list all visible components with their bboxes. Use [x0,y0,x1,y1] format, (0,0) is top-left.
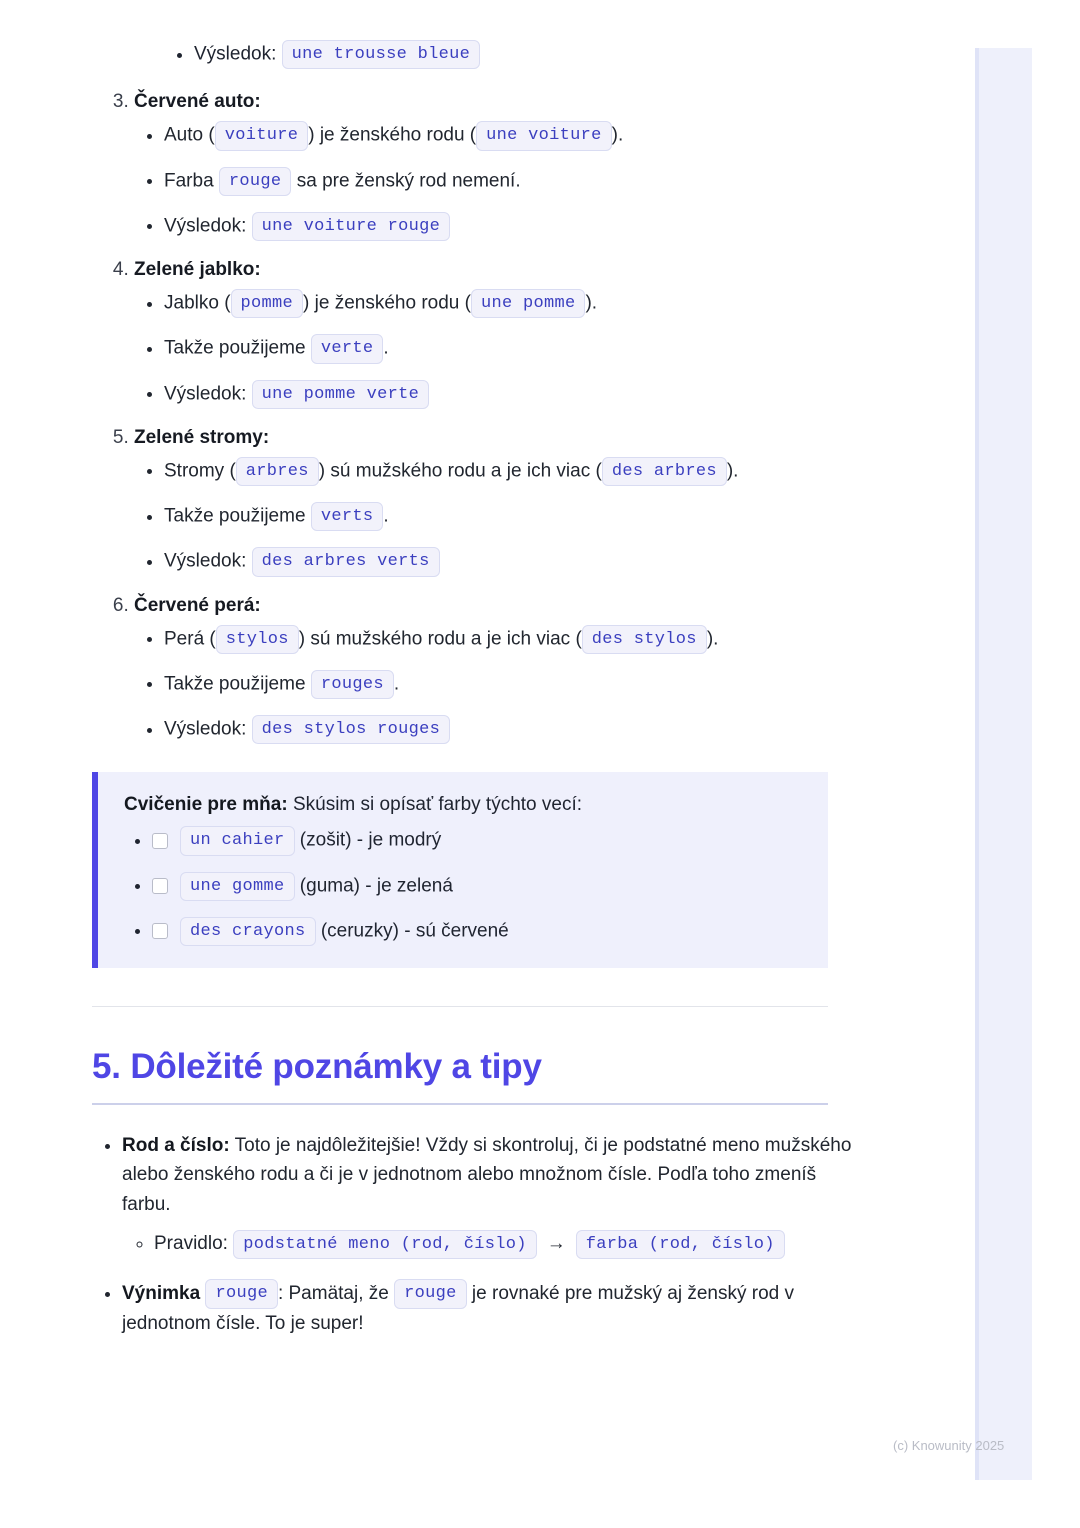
text: . [383,337,389,359]
code-chip: une voiture rouge [252,212,451,241]
text: . [383,505,389,527]
task-text: (ceruzky) - sú červené [320,920,509,942]
text: sa pre ženský rod nemení. [296,170,521,192]
step-4-sublist [134,289,868,409]
note-label: Rod a číslo: [122,1135,230,1156]
text: Farba [164,170,214,192]
text: Jablko ( [164,292,231,314]
result-label: Výsledok: [194,43,277,65]
code-chip: pomme [231,289,304,318]
text: ). [706,628,719,650]
list-item [164,167,868,196]
step-title: Zelené jablko: [134,259,261,280]
task-checkbox[interactable] [152,833,168,849]
note-text: Toto je najdôležitejšie! Vždy si skontroluj, či je podstatné meno mužského alebo ženského rodu a či je v jednotnom alebo množnom čísle. Podľa toho zmeníš farbu. [122,1135,852,1215]
step-title: Červené auto: [134,91,261,113]
code-chip: une pomme verte [252,380,430,409]
code-chip: des crayons [180,917,316,946]
code-chip: un cahier [180,826,295,855]
text: ). [585,292,598,314]
task-text: (zošit) - je modrý [299,829,442,851]
text: ) sú mužského rodu a je ich viac ( [318,460,602,482]
code-chip: une trousse bleue [282,40,481,69]
code-chip: une voiture [476,121,612,150]
code-chip: podstatné meno (rod, číslo) [233,1230,537,1259]
exercise-callout [92,772,828,968]
code-chip: farba (rod, číslo) [576,1230,785,1259]
code-chip: des stylos rouges [252,715,451,744]
rule-label: Pravidlo: [154,1233,228,1255]
result-label: Výsledok: [164,383,247,405]
text: Auto ( [164,124,215,146]
right-side-rail [975,48,1032,1480]
code-chip: des arbres verts [252,547,440,576]
notes-list [92,1131,852,1338]
list-item [154,1229,852,1259]
right-side-rail-edge [975,48,979,1480]
task-checkbox[interactable] [152,923,168,939]
text: Takže použijeme [164,673,306,695]
list-item [164,334,868,363]
list-item [164,457,868,486]
code-chip: une pomme [471,289,586,318]
step-3-sublist [134,121,868,241]
code-chip: des stylos [582,625,707,654]
list-item [164,670,868,699]
list-item [152,917,802,946]
note-text: je rovnaké pre mužský aj ženský rod v jednotnom čísle. To je super! [122,1282,794,1334]
list-item [164,715,868,744]
copyright-footer: (c) Knowunity 2025 [893,1438,1005,1453]
list-item [122,1279,852,1338]
code-chip: rouge [394,1279,467,1308]
result-label: Výsledok: [164,550,247,572]
step-5-sublist [134,457,868,577]
callout-title-bold: Cvičenie pre mňa: [124,794,288,816]
code-chip: stylos [216,625,299,654]
text: . [393,673,400,695]
exercise-task-list [124,826,802,946]
task-text: (guma) - je zelená [299,875,453,897]
code-chip: des arbres [602,457,727,486]
result-label: Výsledok: [164,718,247,740]
step-title: Červené perá: [134,594,261,616]
note-text: : Pamätaj, že [277,1282,389,1304]
text: ) je ženského rodu ( [303,292,471,314]
code-chip: verte [311,334,384,363]
text: Takže použijeme [164,505,306,527]
list-item [164,289,868,318]
list-item [164,121,868,150]
list-item [194,40,868,69]
list-item [152,826,802,855]
steps-list [92,91,868,744]
list-item [164,547,868,576]
text: ). [611,124,624,146]
text: Takže použijeme [164,337,306,359]
step-6-sublist [134,625,868,745]
text: ) sú mužského rodu a je ich viac ( [298,628,582,650]
code-chip: verts [311,502,384,531]
callout-title-rest: Skúsim si opísať farby týchto vecí: [287,794,583,816]
arrow-icon: → [546,1233,566,1255]
step-item-3 [134,91,868,241]
step-title: Zelené stromy: [134,426,270,448]
code-chip: voiture [215,121,309,150]
list-item [164,380,868,409]
text: Perá ( [164,628,216,650]
list-item [164,502,868,531]
step-item-6 [134,595,868,745]
text: ). [726,460,739,482]
step-item-4 [134,259,868,409]
list-item [164,212,868,241]
heading-underline [92,1103,828,1105]
section-divider [92,1006,828,1007]
result-label: Výsledok: [164,215,247,237]
code-chip: une gomme [180,872,295,901]
task-checkbox[interactable] [152,878,168,894]
callout-title [124,794,802,816]
code-chip: rouge [205,1279,278,1308]
list-item [122,1131,852,1259]
note-label: Výnimka [122,1282,201,1304]
text: ) je ženského rodu ( [308,124,477,146]
continued-bullet-block [92,40,868,69]
list-item [152,872,802,901]
page-title: 5. Dôležité poznámky a tipy [92,1047,542,1086]
code-chip: arbres [236,457,319,486]
list-item [164,625,868,654]
rule-sublist [122,1229,852,1259]
step-item-5 [134,427,868,577]
code-chip: rouge [219,167,292,196]
text: Stromy ( [164,460,236,482]
code-chip: rouges [311,670,394,699]
